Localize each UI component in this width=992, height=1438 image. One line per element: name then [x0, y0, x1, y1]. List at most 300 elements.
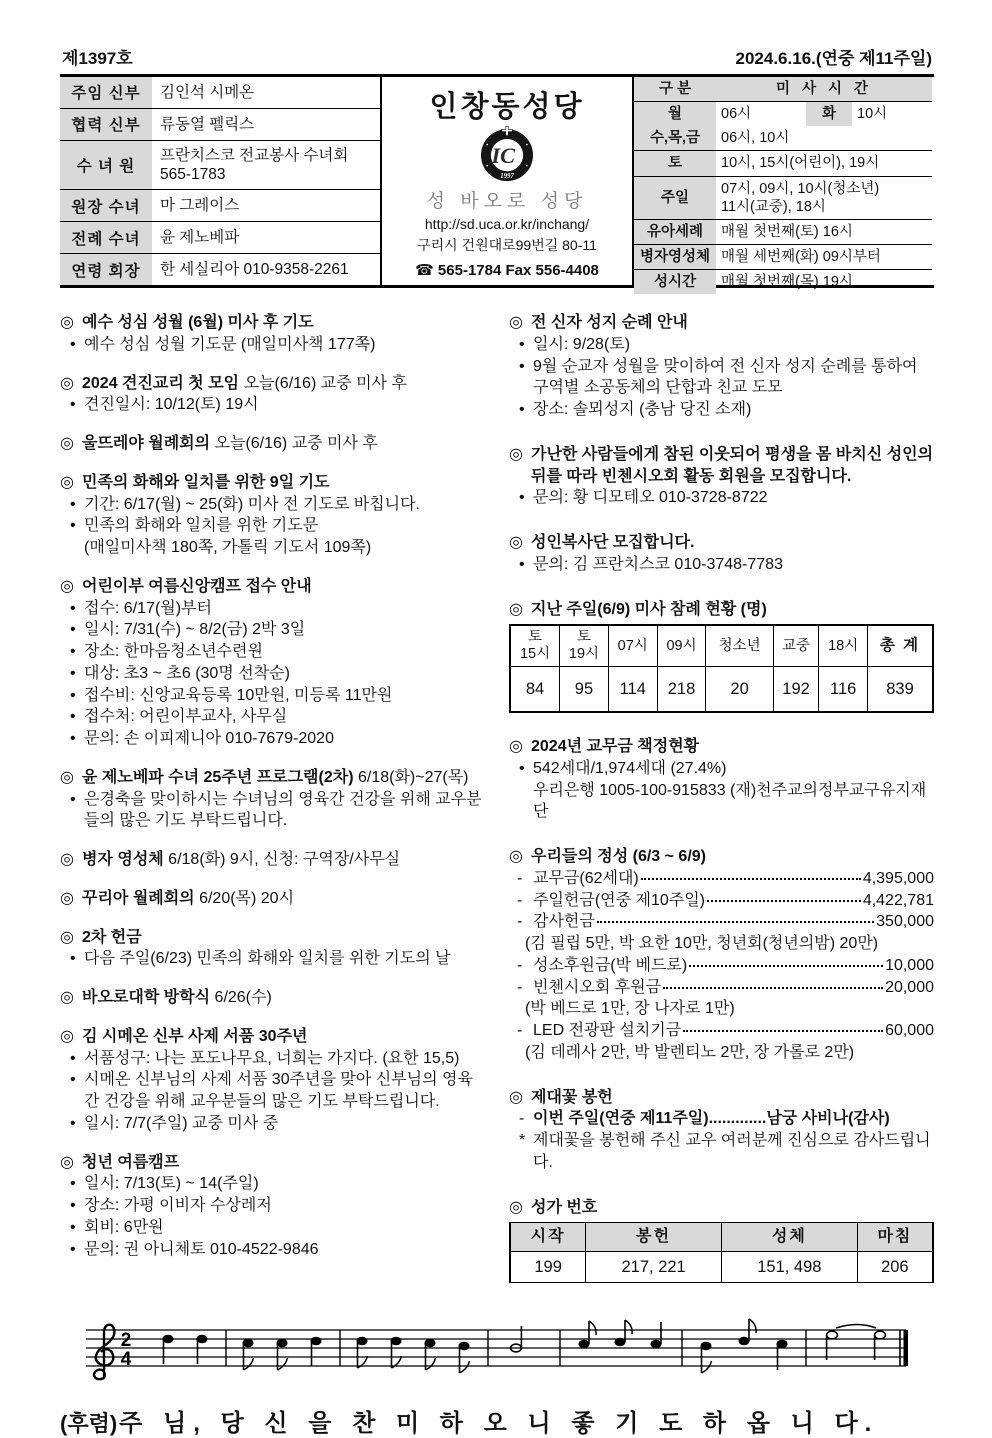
- bullet-text: 민족의 화해와 일치를 위한 기도문: [84, 517, 319, 535]
- time-sig-bottom: 4: [120, 1349, 132, 1371]
- mass-schedule-row: [634, 176, 932, 219]
- church-subtitle: 성 바오로 성당: [426, 191, 588, 212]
- mass-time-value: 07시, 09시, 10시(청소년) 11시(교중), 18시: [716, 176, 932, 219]
- donation-dash: -: [517, 869, 523, 887]
- bullet-item: [60, 537, 485, 559]
- mass-time-value: 10시, 15시(어린이), 19시: [716, 151, 932, 176]
- mass-header-row: [634, 77, 932, 102]
- section-marker-icon: ◎: [60, 1153, 74, 1171]
- treble-clef-icon: [94, 1325, 114, 1379]
- right-column: [509, 312, 934, 1306]
- section-marker-icon: ◎: [60, 889, 74, 907]
- bullet-item: [60, 789, 485, 833]
- section-title-text: 윤 제노베파 수녀 25주년 프로그램(2차): [82, 768, 354, 786]
- mass-schedule-row: [634, 219, 932, 244]
- issue-number: 제1397호: [62, 49, 133, 68]
- bullet-marker: •: [519, 357, 525, 375]
- bullet-text: 접수비: 신앙교육등록 10만원, 미등록 11만원: [84, 686, 393, 704]
- cell-value: 218: [657, 666, 706, 712]
- church-title: 인창동성당: [429, 91, 585, 123]
- dotted-leader: [597, 921, 874, 923]
- donation-row: [509, 955, 934, 977]
- section-title: [509, 1197, 934, 1219]
- bullet-text: 제대꽃을 봉헌해 주신 교우 여러분께 진심으로 감사드립니다.: [533, 1132, 931, 1171]
- announcement-section: [509, 312, 934, 421]
- section-title: [60, 312, 485, 334]
- bullet-marker: •: [70, 621, 76, 639]
- bullet-text: 문의: 김 프란치스코 010-3748-7783: [533, 555, 783, 573]
- refrain-music: [60, 1316, 934, 1438]
- church-logo-icon: [462, 126, 552, 183]
- section-title: [60, 927, 485, 949]
- bullet-item: [60, 1195, 485, 1217]
- section-title: [509, 532, 934, 554]
- bullet-text: 우리은행 1005-100-915833 (재)천주교의정부교구유지재단: [533, 781, 927, 821]
- logo-monogram: IC: [491, 143, 516, 169]
- bullet-text: 시메온 신부님의 사제 서품 30주년을 맞아 신부님의 영육간 건강을 위해 교우분들의 많은 기도 부탁드립니다.: [84, 1071, 473, 1110]
- donation-dash: -: [517, 891, 523, 909]
- column-header: 18시: [819, 625, 868, 666]
- section-title: [60, 987, 485, 1009]
- bullet-text: 장소: 한마음청소년수련원: [84, 643, 263, 660]
- donation-label: LED 전광판 설치기금: [533, 1022, 682, 1040]
- bullet-marker: -: [519, 1110, 525, 1128]
- bullet-text: 일시: 7/7(주일) 교중 미사 중: [84, 1114, 279, 1132]
- cell-value: 217, 221: [586, 1252, 722, 1283]
- section-marker-icon: ◎: [60, 435, 74, 452]
- section-title-text: 성인복사단 모집합니다.: [531, 534, 695, 551]
- mass-day-label: 병자영성체: [634, 244, 716, 269]
- dotted-leader: [641, 878, 861, 880]
- staff-role-value: 한 세실리아 010-9358-2261: [160, 260, 349, 278]
- bullet-text: 접수: 6/17(월)부터: [84, 599, 212, 617]
- mass-col-header: 구 분: [634, 77, 716, 102]
- section-title-suffix: 오늘(6/16) 교중 미사 후: [210, 435, 378, 452]
- announcement-section: [509, 444, 934, 509]
- section-marker-icon: ◎: [509, 1198, 523, 1216]
- section-title-text: 전 신자 성지 순례 안내: [531, 314, 688, 331]
- bullet-text: 기간: 6/17(월) ~ 25(화) 미사 전 기도로 바칩니다.: [84, 495, 420, 513]
- bullet-marker: •: [70, 335, 76, 353]
- donation-row: [509, 890, 934, 912]
- bullet-text: 일시: 9/28(토): [533, 335, 631, 353]
- mass-time-value: 06시: [721, 106, 752, 123]
- section-title: [509, 444, 934, 488]
- mass-schedule-row: [634, 244, 932, 269]
- bullet-marker: •: [519, 335, 525, 353]
- mass-schedule-row: [634, 270, 932, 295]
- lyrics-line: [60, 1403, 934, 1438]
- cell-value: 839: [868, 666, 933, 712]
- section-title: [509, 846, 934, 868]
- bullet-item: [60, 641, 485, 663]
- mass-time-value: 매월 첫번째(토) 16시: [716, 219, 932, 244]
- mass-schedule-row: [634, 151, 932, 176]
- section-title: [60, 849, 485, 871]
- announcement-section: [60, 849, 485, 871]
- section-title: [60, 1152, 485, 1174]
- mass-day-label: 화: [806, 102, 852, 127]
- bullet-marker: •: [70, 664, 76, 682]
- donation-label: 교무금(62세대): [533, 869, 639, 887]
- bullet-item: [509, 356, 934, 400]
- staff-role-label: 주임 신부: [60, 77, 152, 108]
- staff-row: [60, 140, 381, 189]
- donation-amount: 20,000: [885, 978, 934, 996]
- bullet-item: [60, 394, 485, 416]
- bullet-item: [509, 780, 934, 824]
- bullet-item: [509, 487, 934, 509]
- staff-role-value: 프란치스코 전교봉사 수녀회 565-1783: [152, 140, 381, 189]
- music-staff: [60, 1316, 934, 1396]
- column-header: 성체: [721, 1223, 857, 1252]
- section-title-suffix: 오늘(6/16) 교중 미사 후: [239, 374, 407, 392]
- announcement-section: [60, 472, 485, 559]
- donation-dash: -: [517, 913, 523, 931]
- logo-year: 1997: [500, 173, 514, 181]
- bullet-item: [60, 1048, 485, 1070]
- column-header: 토 19시: [560, 625, 609, 666]
- column-header: 09시: [657, 625, 706, 666]
- bullet-item: [60, 1069, 485, 1113]
- donation-label: 빈첸시오회 후원금: [533, 978, 662, 996]
- bullet-marker: •: [70, 1240, 76, 1258]
- section-title: [60, 888, 485, 910]
- bullet-item: [60, 334, 485, 356]
- announcement-section: [60, 888, 485, 910]
- bullet-text: 문의: 권 아니체토 010-4522-9846: [84, 1240, 319, 1258]
- staff-role-label: 연령 회장: [60, 254, 152, 285]
- bullet-text: 장소: 솔뫼성지 (충남 당진 소재): [533, 401, 752, 418]
- bullet-item: [60, 685, 485, 707]
- donation-note: (김 데레사 2만, 박 발렌티노 2만, 장 가롤로 2만): [525, 1043, 855, 1061]
- donation-label: 주일헌금(연중 제10주일): [533, 891, 706, 909]
- bullet-marker: •: [70, 1114, 76, 1132]
- table-value-row: [510, 666, 933, 712]
- section-marker-icon: ◎: [60, 314, 74, 331]
- section-title-text: 제대꽃 봉헌: [531, 1088, 613, 1106]
- bullet-text: 서품성구: 나는 포도나무요, 너희는 가지다. (요한 15,5): [84, 1049, 460, 1067]
- section-title-text: 가난한 사람들에게 참된 이웃되어 평생을 몸 바치신 성인의 뒤를 따라 빈첸시오회 활동 회원을 모집합니다.: [531, 445, 934, 485]
- section-title: [60, 472, 485, 494]
- section-marker-icon: ◎: [60, 768, 74, 786]
- section-marker-icon: ◎: [60, 928, 74, 946]
- donation-dash: -: [517, 956, 523, 974]
- section-title-text: 우리들의 정성 (6/3 ~ 6/9): [531, 848, 707, 866]
- mass-day-label: 수,목,금: [634, 126, 716, 151]
- section-marker-icon: ◎: [509, 738, 523, 756]
- staff-role-value: 마 그레이스: [152, 190, 381, 222]
- donation-row: [509, 911, 934, 933]
- bullet-item: [60, 1217, 485, 1239]
- church-phone: ☎ 565-1784 Fax 556-4408: [415, 262, 599, 279]
- donation-dash: -: [517, 978, 523, 996]
- bullet-item: [60, 1113, 485, 1135]
- section-marker-icon: ◎: [60, 473, 74, 491]
- bullet-text: 일시: 7/31(수) ~ 8/2(금) 2박 3일: [84, 621, 306, 639]
- bullet-text: 예수 성심 성월 기도문 (매일미사책 177쪽): [84, 335, 376, 353]
- staff-row: [60, 254, 381, 285]
- staff-table-body: [60, 77, 381, 285]
- bullet-item: [509, 1130, 934, 1174]
- bullet-marker: •: [70, 730, 76, 747]
- staff-role-label: 전례 수녀: [60, 222, 152, 254]
- bullet-item: [60, 728, 485, 750]
- donation-label: 성소후원금(박 베드로): [533, 956, 688, 974]
- announcement-section: [509, 846, 934, 1064]
- section-title-suffix: 6/20(목) 20시: [194, 889, 295, 907]
- bullet-text: 9월 순교자 성월을 맞이하여 전 신자 성지 순례를 통하여 구역별 소공동체의 단합과 친교 도모: [533, 357, 918, 397]
- section-marker-icon: ◎: [509, 848, 523, 866]
- announcement-section: [60, 987, 485, 1009]
- section-marker-icon: ◎: [60, 851, 74, 868]
- section-title: [60, 1026, 485, 1048]
- time-sig-top: 2: [120, 1330, 132, 1352]
- cell-value: 151, 498: [721, 1252, 857, 1283]
- section-title-text: 울뜨레야 월례회의: [82, 435, 211, 452]
- donation-row: [509, 868, 934, 890]
- column-header: 07시: [608, 625, 657, 666]
- announcement-columns: [60, 312, 934, 1306]
- table-value-row: [510, 1252, 933, 1283]
- announcement-section: [509, 599, 934, 714]
- section-marker-icon: ◎: [60, 374, 74, 392]
- bullet-marker: •: [70, 1197, 76, 1214]
- mass-table-body: [634, 126, 932, 294]
- cell-value: 206: [857, 1252, 933, 1283]
- bullet-marker: •: [70, 517, 76, 535]
- bullet-item: [509, 758, 934, 780]
- church-address: 구리시 건원대로99번길 80-11: [417, 237, 597, 253]
- staff-role-value: 윤 제노베파: [152, 222, 381, 254]
- staff-role-value: 류동열 펠릭스: [152, 108, 381, 140]
- announcement-section: [509, 1087, 934, 1174]
- section-title: [509, 599, 934, 621]
- mass-time-value: 06시, 10시: [716, 126, 932, 151]
- announcement-section: [509, 532, 934, 576]
- bullet-text: (매일미사책 180쪽, 가톨릭 기도서 109쪽): [84, 539, 372, 556]
- section-title-text: 2024 견진교리 첫 모임: [82, 374, 240, 392]
- donation-amount: 350,000: [876, 913, 934, 931]
- bullet-item: [509, 1108, 934, 1130]
- bullet-marker: •: [70, 1218, 76, 1236]
- bullet-text: 542세대/1,974세대 (27.4%): [533, 759, 727, 777]
- donation-amount: 10,000: [885, 956, 934, 974]
- announcement-section: [60, 433, 485, 455]
- bullet-item: [60, 706, 485, 728]
- cell-value: 116: [819, 666, 868, 712]
- dotted-leader: [683, 1030, 883, 1032]
- section-title: [509, 1087, 934, 1109]
- section-title: [60, 767, 485, 789]
- staff-table: [60, 77, 382, 285]
- section-title-text: 꾸리아 월례회의: [82, 889, 195, 907]
- staff-row: [60, 77, 381, 108]
- section-title-suffix: 6/18(화)~27(목): [353, 768, 469, 786]
- announcement-section: [60, 927, 485, 971]
- section-title-text: 성가 번호: [531, 1198, 598, 1216]
- notes: [163, 1319, 908, 1373]
- cell-value: 84: [510, 666, 560, 712]
- donation-note: (김 필립 5만, 박 요한 10만, 청년회(청년의밤) 20만): [525, 935, 879, 953]
- cell-value: 199: [510, 1252, 586, 1283]
- bullet-marker: •: [70, 495, 76, 513]
- bullet-text: 일시: 7/13(토) ~ 14(주일): [84, 1175, 259, 1193]
- section-marker-icon: ◎: [60, 577, 74, 595]
- mass-day-label: 유아세례: [634, 219, 716, 244]
- section-title-text: 어린이부 여름신앙캠프 접수 안내: [82, 577, 312, 595]
- announcement-section: [60, 767, 485, 832]
- mass-day-label: 성시간: [634, 270, 716, 295]
- staff-row: [60, 108, 381, 140]
- staff-role-label: 협력 신부: [60, 108, 152, 140]
- table-header-row: [510, 625, 933, 666]
- bullet-text: 장소: 가평 이비자 수상레저: [84, 1197, 272, 1214]
- section-marker-icon: ◎: [60, 1027, 74, 1045]
- cell-value: 95: [560, 666, 609, 712]
- announcement-section: [60, 1152, 485, 1261]
- staff-role-label: 원장 수녀: [60, 190, 152, 222]
- section-marker-icon: ◎: [509, 1088, 523, 1106]
- mass-time-value: 매월 세번째(화) 09시부터: [716, 244, 932, 269]
- section-marker-icon: ◎: [509, 314, 523, 331]
- announcement-section: [509, 736, 934, 823]
- section-title-suffix: 6/18(화) 9시, 신청: 구역장/사무실: [163, 851, 401, 868]
- staff-role-label: 수 녀 원: [60, 140, 152, 189]
- bullet-item: [60, 663, 485, 685]
- bullet-text: 문의: 손 이피제니아 010-7679-2020: [84, 730, 334, 747]
- bullet-text: 대상: 초3 ~ 초6 (30명 선착순): [84, 664, 290, 682]
- donation-row: [509, 1020, 934, 1042]
- bullet-marker: •: [70, 686, 76, 704]
- lyrics-text: 주 님, 당 신 을 찬 미 하 오 니 좋 기 도 하 옵 니 다.: [119, 1410, 879, 1438]
- bullet-marker: •: [70, 950, 76, 968]
- dotted-leader: [689, 965, 883, 967]
- section-title-text: 2024년 교무금 책정현황: [531, 738, 700, 756]
- section-title: [60, 373, 485, 395]
- section-title: [509, 736, 934, 758]
- mass-day-label: 월: [634, 102, 716, 127]
- staff-row: [60, 222, 381, 254]
- section-title-text: 예수 성심 성월 (6월) 미사 후 기도: [82, 314, 314, 331]
- bullet-item: [509, 399, 934, 421]
- mass-time-header: 미 사 시 간: [716, 77, 932, 102]
- header-block: [60, 74, 934, 288]
- section-title-text: 2차 헌금: [82, 928, 142, 946]
- church-url: http://sd.uca.or.kr/inchang/: [424, 216, 590, 232]
- bullet-item: [60, 515, 485, 537]
- section-title-text: 지난 주일(6/9) 미사 참례 현황 (명): [531, 600, 767, 618]
- dotted-leader: [663, 987, 883, 989]
- mass-schedule-table: [634, 77, 932, 294]
- announcement-section: [60, 373, 485, 417]
- cell-value: 114: [608, 666, 657, 712]
- section-marker-icon: ◎: [509, 445, 523, 463]
- refrain-label: (후렴): [60, 1411, 118, 1437]
- bullet-item: [509, 334, 934, 356]
- bullet-marker: •: [70, 396, 76, 414]
- donation-label: 감사헌금: [533, 913, 595, 931]
- donation-note: (박 베드로 1만, 장 나자로 1만): [525, 1000, 735, 1018]
- section-title-text: 병자 영성체: [82, 851, 164, 868]
- section-marker-icon: ◎: [60, 989, 74, 1006]
- section-title-text: 청년 여름캠프: [82, 1153, 180, 1171]
- bullet-marker: •: [70, 1049, 76, 1067]
- bullet-item: [60, 619, 485, 641]
- mass-time-value: 매월 첫번째(목) 19시: [721, 274, 853, 290]
- bullet-text: 견진일시: 10/12(토) 19시: [84, 396, 259, 414]
- bullet-item: [60, 1239, 485, 1261]
- bullet-marker: •: [519, 401, 525, 418]
- bullet-marker: •: [70, 1175, 76, 1193]
- bullet-marker: •: [70, 599, 76, 617]
- top-line: [60, 44, 934, 74]
- dotted-leader: [707, 900, 861, 902]
- bullet-text: 문의: 황 디모테오 010-3728-8722: [533, 489, 768, 507]
- mass-schedule-row: [634, 126, 932, 151]
- bullet-item: [60, 948, 485, 970]
- column-header: 총 계: [868, 625, 933, 666]
- bulletin-date: 2024.6.16.(연중 제11주일): [735, 49, 932, 68]
- bullet-text: 회비: 6만원: [84, 1218, 164, 1236]
- section-title: [509, 312, 934, 334]
- table-header-row: [510, 1223, 933, 1252]
- bullet-item: [60, 1173, 485, 1195]
- section-title-text: 바오로대학 방학식: [82, 989, 211, 1006]
- section-marker-icon: ◎: [509, 600, 523, 618]
- bullet-marker: *: [519, 1132, 526, 1150]
- bullet-item: [60, 598, 485, 620]
- bullet-item: [60, 494, 485, 516]
- announcement-section: [60, 312, 485, 356]
- announcement-section: [60, 576, 485, 750]
- church-identity: [382, 77, 634, 285]
- column-header: 청소년: [706, 625, 773, 666]
- column-header: 마침: [857, 1223, 933, 1252]
- section-title-suffix: 6/26(수): [210, 989, 272, 1006]
- cell-value: 192: [773, 666, 818, 712]
- bullet-marker: •: [70, 790, 76, 808]
- mass-row-monday: [634, 102, 932, 127]
- mass-time-value: 10시: [857, 106, 888, 123]
- announcement-section: [60, 1026, 485, 1135]
- bullet-text: 이번 주일(연중 제11주일).............남궁 사비나(감사): [533, 1110, 890, 1128]
- cell-value: 20: [706, 666, 773, 712]
- bullet-text: 은경축을 맞이하시는 수녀님의 영육간 건강을 위해 교우분들의 많은 기도 부탁드립니다.: [84, 790, 482, 830]
- left-column: [60, 312, 485, 1306]
- donation-row: [509, 977, 934, 999]
- section-marker-icon: ◎: [509, 534, 523, 551]
- section-title: [60, 576, 485, 598]
- bullet-marker: •: [70, 708, 76, 726]
- donation-dash: -: [517, 1022, 523, 1040]
- donation-amount: 4,422,781: [862, 891, 934, 909]
- section-title-text: 민족의 화해와 일치를 위한 9일 기도: [82, 473, 330, 491]
- hymns-table: [509, 1222, 934, 1283]
- bullet-text: 접수처: 어린이부교사, 사무실: [84, 708, 288, 726]
- donation-amount: 4,395,000: [862, 869, 934, 887]
- section-title: [60, 433, 485, 455]
- column-header: 토 15시: [510, 625, 560, 666]
- bullet-marker: •: [70, 643, 76, 660]
- staff-row: [60, 190, 381, 222]
- staff-role-value: 김인석 시메온: [152, 77, 381, 108]
- mass-day-label: 주일: [634, 176, 716, 219]
- column-header: 교중: [773, 625, 818, 666]
- bullet-marker: •: [519, 759, 525, 777]
- mass-day-label: 토: [634, 151, 716, 176]
- attendance-table: [509, 624, 934, 713]
